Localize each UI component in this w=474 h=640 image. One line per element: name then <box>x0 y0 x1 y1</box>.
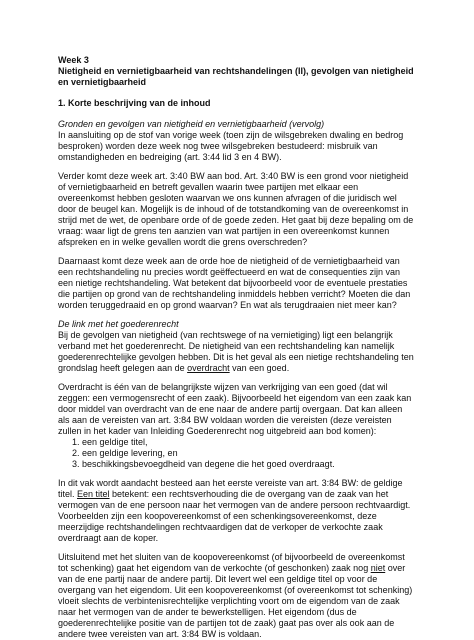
paragraph-6-tail: betekent: een rechtsverhouding die de overgang van de zaak van het vermogen van de ene persoon naar het vermogen van de andere persoon rechtvaardigt. Voorbeelden zijn een koopovereenkomst of een schenkingsovereenkomst, deze meerzijdige rechtshandelingen rechtvaardigen dat de verkoper de verkochte zaak overdraagt aan de koper. <box>58 489 411 543</box>
subheading-goederenrecht: De link met het goederenrecht <box>58 319 179 329</box>
overdracht-term: overdracht <box>187 363 230 373</box>
paragraph-3: Daarnaast komt deze week aan de orde hoe de nietigheid of de vernietigbaarheid van een rechtshandeling nu precies wordt geëffectueerd en wat de consequenties zijn van een nietige rechtshandeling. Wat betekent dat bijvoorbeeld voor de eventuele prestaties die partijen op grond van de rechtshandeling inmiddels hebben verricht? Moeten die dan worden teruggedraaid en op grond waarvan? En wat als terugdraaien niet meer kan? <box>58 256 411 310</box>
paragraph-7-tail: over van de ene partij naar de andere partij. Dit levert wel een geldige titel op voor de overgang van het eigendom. Uit een koopovereenkomst (of overeenkomst tot schenking) vloeit slechts de verbintenisrechtelijke verplichting voort om de eigendom van de zaak naar het vermogen van de ander te bewerkstelligen. Het eigendom (dus de goederenrechtelijke positie van de partijen tot de zaak) gaat pas over als ook aan de andere twee vereisten van art. 3:84 BW is voldaan. <box>58 563 413 639</box>
paragraph-1: In aansluiting op de stof van vorige week (toen zijn de wilsgebreken dwaling en bedrog besproken) worden deze week nog twee wilsgebreken bestudeerd: misbruik van omstandigheden en bedreiging (art. 3:44 lid 3 en 4 BW). <box>58 130 404 162</box>
document-title: Nietigheid en vernietigbaarheid van rechtshandelingen (II), gevolgen van nietigheid en vernietigbaarheid <box>58 66 414 87</box>
paragraph-2: Verder komt deze week art. 3:40 BW aan bod. Art. 3:40 BW is een grond voor nietigheid of vernietigbaarheid en betreft gevallen waarin twee partijen met elkaar een overeenkomst hebben gesloten waarvan we ons kunnen afvragen of die juridisch wel door de beugel kan. Mogelijk is de inhoud of de totstandkoming van de overeenkomst in strijd met de wet, de openbare orde of de goede zeden. Het gaat bij deze bepaling om de vraag: waar ligt de grens ten aanzien van wat partijen in een overeenkomst kunnen afspreken en in welke gevallen wordt die grens overschreden? <box>58 171 414 247</box>
paragraph-4-tail: van een goed. <box>229 363 290 373</box>
paragraph-7 <box>58 552 416 640</box>
week-label: Week 3 <box>58 55 89 65</box>
list-item: 1. een geldige titel, <box>82 437 416 448</box>
list-item: 3. beschikkingsbevoegdheid van degene die het goed overdraagt. <box>82 459 416 470</box>
requirements-list <box>58 437 416 470</box>
list-item: 2. een geldige levering, en <box>82 448 416 459</box>
titel-term: Een titel <box>77 489 110 499</box>
niet-term: niet <box>370 563 386 573</box>
paragraph-6-text: In dit vak wordt aandacht besteed aan het eerste vereiste van art. 3:84 BW: de geldige titel. <box>58 478 403 499</box>
section-heading-1: 1. Korte beschrijving van de inhoud <box>58 98 211 108</box>
paragraph-4 <box>58 330 416 374</box>
paragraph-6 <box>58 478 416 544</box>
paragraph-7-text: Uitsluitend met het sluiten van de koopovereenkomst (of bijvoorbeeld de overeenkomst tot schenking) gaat het eigendom van de verkochte (of geschonken) zaak nog <box>58 552 405 573</box>
paragraph-5: Overdracht is één van de belangrijkste wijzen van verkrijging van een goed (dat wil zeggen: een vermogensrecht of een zaak). Bijvoorbeeld het eigendom van een zaak kan door middel van overdracht van de ene naar de andere partij overgaan. Dat kan alleen als aan de vereisten van art. 3:84 BW voldaan worden die vereisten (deze vereisten zullen in het kader van Inleiding Goederenrecht nog uitgebreid aan bod komen): <box>58 382 412 436</box>
paragraph-4-text: Bij de gevolgen van nietigheid (van rechtswege of na vernietiging) ligt een belangrijk verband met het goederenrecht. De nietigheid van een rechtshandeling kan namelijk goederenrechtelijke gevolgen hebben. Dit is het geval als een nietige rechtshandeling ten grondslag heeft gelegen aan de <box>58 330 414 373</box>
subheading-gronden: Gronden en gevolgen van nietigheid en vernietigbaarheid (vervolg) <box>58 119 325 129</box>
